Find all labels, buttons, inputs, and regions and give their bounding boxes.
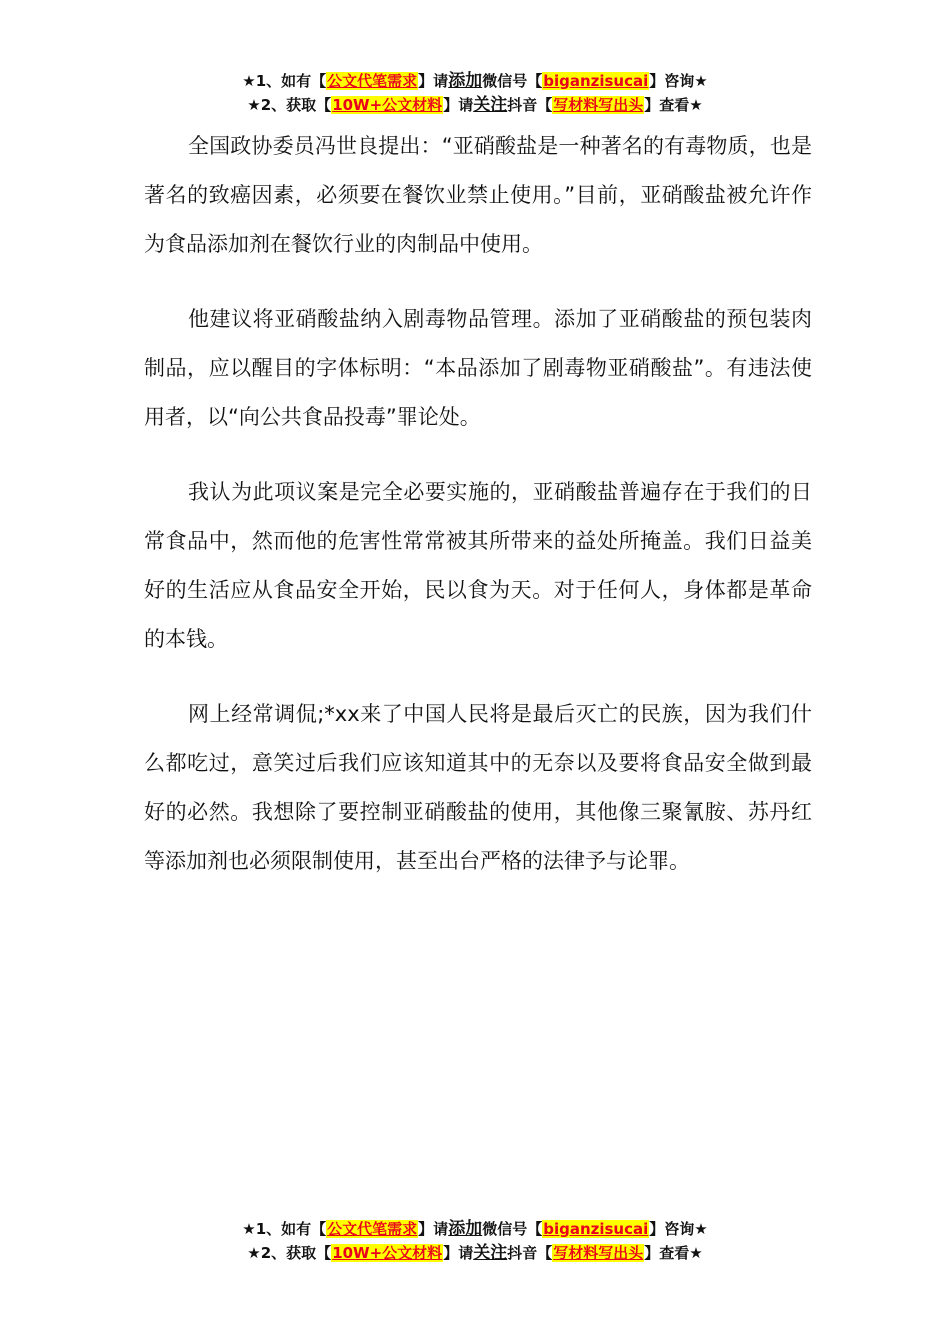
footer-line-2-prefix: ★2、获取【 — [247, 1244, 332, 1262]
header-line-2-highlight-materials: 10W+公文材料 — [332, 96, 443, 114]
body-paragraph-4: 网上经常调侃;*xx来了中国人民将是最后灭亡的民族，因为我们什么都吃过，意笑过后我们应该知道其中的无奈以及要将食品安全做到最好的必然。我想除了要控制亚硝酸盐的使用，其他像三聚氰胺、苏丹红等添加剂也必须限制使用，甚至出台严格的法律予与论罪。 — [144, 702, 812, 873]
footer-line-1-highlight-wechat-id: biganzisucai — [543, 1220, 649, 1238]
footer-line-2-mid: 】请 — [443, 1244, 474, 1262]
body-paragraph-2: 他建议将亚硝酸盐纳入剧毒物品管理。添加了亚硝酸盐的预包装肉制品，应以醒目的字体标明：“本品添加了剧毒物亚硝酸盐”。有违法使用者，以“向公共食品投毒”罪论处。 — [144, 307, 812, 429]
footer-line-2-mid2: 抖音【 — [507, 1244, 553, 1262]
document-body — [144, 122, 812, 912]
header-line-1-highlight-service: 公文代笔需求 — [327, 72, 418, 90]
header-line-2 — [0, 93, 950, 117]
header-line-2-prefix: ★2、获取【 — [247, 96, 332, 114]
header-line-1-emphasis: 添加 — [448, 71, 483, 91]
footer-line-2-highlight-materials: 10W+公文材料 — [332, 1244, 443, 1262]
header-line-2-highlight-douyin: 写材料写出头 — [553, 96, 644, 114]
footer-line-1-suffix: 】咨询★ — [649, 1220, 708, 1238]
footer-line-2-emphasis: 关注 — [473, 1243, 508, 1263]
header-line-1-mid2: 微信号【 — [482, 72, 543, 90]
footer-line-1-mid2: 微信号【 — [482, 1220, 543, 1238]
header-line-1-suffix: 】咨询★ — [649, 72, 708, 90]
footer-line-1-emphasis: 添加 — [448, 1219, 483, 1239]
footer-line-1-highlight-service: 公文代笔需求 — [327, 1220, 418, 1238]
header-line-2-mid: 】请 — [443, 96, 474, 114]
header-line-1-prefix: ★1、如有【 — [242, 72, 327, 90]
footer-line-1-mid: 】请 — [418, 1220, 449, 1238]
header-line-2-suffix: 】查看★ — [644, 96, 703, 114]
footer-line-2 — [0, 1241, 950, 1265]
header-line-2-mid2: 抖音【 — [507, 96, 553, 114]
body-paragraph-3: 我认为此项议案是完全必要实施的，亚硝酸盐普遍存在于我们的日常食品中，然而他的危害性常常被其所带来的益处所掩盖。我们日益美好的生活应从食品安全开始，民以食为天。对于任何人，身体都是革命的本钱。 — [144, 480, 812, 651]
header-line-1-highlight-wechat-id: biganzisucai — [543, 72, 649, 90]
footer-banner — [0, 1217, 950, 1265]
footer-line-1-prefix: ★1、如有【 — [242, 1220, 327, 1238]
header-line-1-mid: 】请 — [418, 72, 449, 90]
body-paragraph-1: 全国政协委员冯世良提出：“亚硝酸盐是一种著名的有毒物质，也是著名的致癌因素，必须要在餐饮业禁止使用。”目前，亚硝酸盐被允许作为食品添加剂在餐饮行业的肉制品中使用。 — [144, 134, 812, 256]
footer-line-1 — [0, 1217, 950, 1241]
header-line-1 — [0, 69, 950, 93]
footer-line-2-suffix: 】查看★ — [644, 1244, 703, 1262]
header-line-2-emphasis: 关注 — [473, 95, 508, 115]
footer-line-2-highlight-douyin: 写材料写出头 — [553, 1244, 644, 1262]
header-banner — [0, 69, 950, 117]
